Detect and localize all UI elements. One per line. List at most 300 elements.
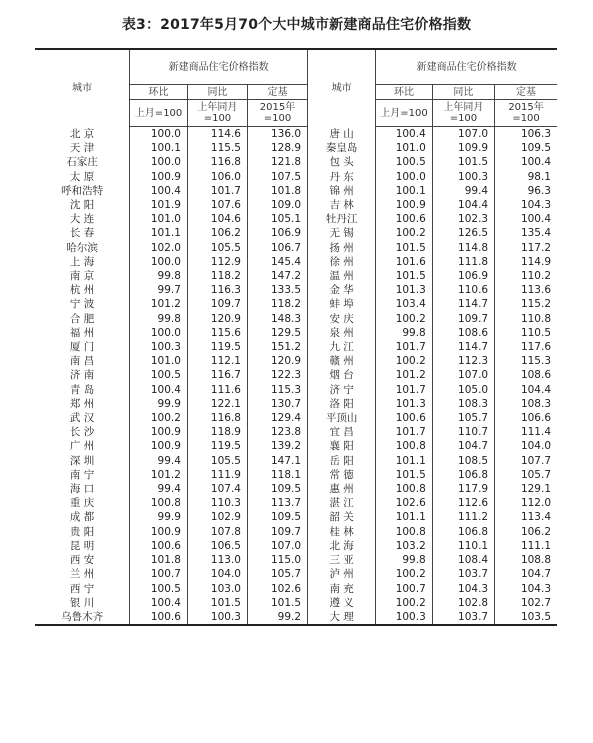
base-cell-right: 117.2 (495, 241, 557, 255)
yoy-header-left: 同比 (187, 85, 247, 100)
city-cell-left: 南 京 (69, 270, 95, 283)
yoy-cell-right: 109.7 (432, 312, 494, 326)
city-cell-right: 无 锡 (308, 226, 376, 240)
mom-cell-right: 100.7 (395, 582, 426, 595)
base-cell-right: 98.1 (495, 170, 557, 184)
base-base-right: 2015年=100 (495, 100, 557, 127)
base-cell-left: 128.9 (247, 141, 307, 155)
yoy-cell-left: 119.5 (187, 340, 247, 354)
group-header-left: 新建商品住宅价格指数 (130, 49, 308, 85)
mom-cell-left: 99.7 (130, 283, 188, 297)
mom-cell-right: 100.2 (395, 568, 426, 581)
base-cell-right: 108.3 (495, 397, 557, 411)
city-cell-right: 温 州 (308, 269, 376, 283)
yoy-header-right: 同比 (432, 85, 494, 100)
mom-cell-left: 100.5 (130, 368, 188, 382)
base-cell-right: 110.5 (495, 326, 557, 340)
table-row (35, 567, 557, 581)
base-cell-right: 114.9 (495, 255, 557, 269)
city-cell-right: 锦 州 (308, 184, 376, 198)
yoy-cell-right: 110.6 (432, 283, 494, 297)
yoy-cell-right: 104.3 (432, 582, 494, 596)
mom-cell-right: 100.8 (395, 440, 426, 453)
city-header-right: 城市 (308, 49, 376, 127)
base-cell-right: 111.1 (495, 539, 557, 553)
yoy-cell-left: 101.7 (187, 184, 247, 198)
mom-cell-right: 103.2 (395, 539, 426, 552)
base-cell-right: 110.2 (495, 269, 557, 283)
group-header-right: 新建商品住宅价格指数 (376, 49, 557, 85)
yoy-cell-left: 105.5 (187, 454, 247, 468)
table-row (35, 127, 557, 142)
yoy-cell-left: 106.0 (187, 170, 247, 184)
base-cell-right: 113.6 (495, 283, 557, 297)
table-row (35, 241, 557, 255)
yoy-cell-right: 106.8 (432, 468, 494, 482)
mom-cell-right: 100.8 (395, 525, 426, 538)
yoy-cell-left: 116.7 (187, 368, 247, 382)
mom-cell-left: 100.0 (130, 127, 188, 142)
yoy-cell-right: 104.7 (432, 439, 494, 453)
yoy-cell-right: 103.7 (432, 567, 494, 581)
base-cell-right: 100.4 (495, 212, 557, 226)
base-cell-left: 139.2 (247, 439, 307, 453)
table-row (35, 312, 557, 326)
table-row (35, 141, 557, 155)
city-cell-left: 太 原 (69, 170, 95, 183)
city-cell-left: 上 海 (69, 255, 95, 268)
mom-cell-right: 100.2 (395, 312, 426, 325)
yoy-cell-right: 108.5 (432, 454, 494, 468)
yoy-cell-left: 112.9 (187, 255, 247, 269)
base-cell-left: 109.5 (247, 510, 307, 524)
base-header-right: 定基 (495, 85, 557, 100)
base-cell-left: 122.3 (247, 368, 307, 382)
mom-cell-left: 101.2 (130, 297, 188, 311)
yoy-cell-left: 115.5 (187, 141, 247, 155)
table-row (35, 170, 557, 184)
city-cell-left: 天 津 (69, 142, 95, 155)
mom-cell-left: 100.9 (130, 425, 188, 439)
city-cell-left: 济 南 (69, 369, 95, 382)
mom-cell-left: 99.8 (130, 269, 188, 283)
city-cell-right: 烟 台 (308, 368, 376, 382)
mom-cell-right: 101.5 (395, 270, 426, 283)
city-cell-right: 丹 东 (308, 170, 376, 184)
mom-header-right: 环比 (376, 85, 433, 100)
city-cell-right: 三 亚 (308, 553, 376, 567)
yoy-cell-right: 114.8 (432, 241, 494, 255)
yoy-cell-left: 104.6 (187, 212, 247, 226)
mom-cell-left: 100.7 (130, 567, 188, 581)
yoy-cell-right: 112.3 (432, 354, 494, 368)
city-cell-left: 成 都 (69, 511, 95, 524)
base-cell-left: 121.8 (247, 155, 307, 169)
yoy-cell-right: 110.1 (432, 539, 494, 553)
yoy-cell-left: 106.2 (187, 226, 247, 240)
base-cell-left: 145.4 (247, 255, 307, 269)
yoy-cell-left: 100.3 (187, 610, 247, 625)
table-row (35, 212, 557, 226)
city-cell-left: 哈尔滨 (66, 241, 98, 254)
base-cell-right: 103.5 (495, 610, 557, 625)
yoy-cell-right: 102.8 (432, 596, 494, 610)
base-cell-right: 115.2 (495, 297, 557, 311)
city-cell-left: 福 州 (69, 326, 95, 339)
yoy-cell-left: 102.9 (187, 510, 247, 524)
city-cell-right: 徐 州 (308, 255, 376, 269)
mom-cell-right: 101.6 (395, 255, 426, 268)
mom-header-left: 环比 (130, 85, 188, 100)
yoy-cell-left: 114.6 (187, 127, 247, 142)
base-cell-left: 118.1 (247, 468, 307, 482)
mom-cell-right: 101.0 (395, 142, 426, 155)
base-cell-left: 109.0 (247, 198, 307, 212)
table-row (35, 454, 557, 468)
city-cell-left: 乌鲁木齐 (35, 610, 130, 625)
city-cell-left: 南 昌 (69, 355, 95, 368)
city-cell-right: 遵 义 (308, 596, 376, 610)
city-cell-right: 吉 林 (308, 198, 376, 212)
base-cell-right: 113.4 (495, 510, 557, 524)
city-cell-left: 郑 州 (69, 397, 95, 410)
yoy-cell-left: 103.0 (187, 582, 247, 596)
base-cell-left: 136.0 (247, 127, 307, 142)
city-cell-left: 银 川 (69, 596, 95, 609)
yoy-cell-left: 116.8 (187, 411, 247, 425)
table-row (35, 553, 557, 567)
mom-cell-right: 103.4 (395, 298, 426, 311)
table-row (35, 269, 557, 283)
yoy-cell-right: 107.0 (432, 127, 494, 142)
base-cell-right: 104.7 (495, 567, 557, 581)
mom-cell-left: 101.2 (130, 468, 188, 482)
base-cell-left: 115.0 (247, 553, 307, 567)
mom-cell-left: 100.5 (130, 582, 188, 596)
city-cell-right: 宜 昌 (308, 425, 376, 439)
base-cell-left: 106.9 (247, 226, 307, 240)
table-row (35, 539, 557, 553)
table-row (35, 226, 557, 240)
mom-cell-right: 101.5 (395, 241, 426, 254)
yoy-cell-right: 102.3 (432, 212, 494, 226)
city-cell-right: 北 海 (308, 539, 376, 553)
mom-base-right: 上月=100 (376, 100, 433, 127)
city-cell-right: 蚌 埠 (308, 297, 376, 311)
yoy-cell-left: 118.2 (187, 269, 247, 283)
city-cell-left: 海 口 (69, 483, 95, 496)
yoy-cell-left: 107.6 (187, 198, 247, 212)
mom-cell-left: 100.9 (130, 439, 188, 453)
mom-cell-right: 101.7 (395, 426, 426, 439)
table-row (35, 525, 557, 539)
mom-cell-left: 100.3 (130, 340, 188, 354)
yoy-cell-right: 108.6 (432, 326, 494, 340)
mom-cell-right: 100.2 (395, 355, 426, 368)
yoy-cell-left: 113.0 (187, 553, 247, 567)
yoy-cell-left: 110.3 (187, 496, 247, 510)
city-cell-right: 平顶山 (308, 411, 376, 425)
mom-cell-right: 100.6 (395, 412, 426, 425)
city-header-left: 城市 (35, 49, 130, 127)
city-cell-left: 西 宁 (69, 582, 95, 595)
city-cell-right: 常 德 (308, 468, 376, 482)
city-cell-right: 湛 江 (308, 496, 376, 510)
base-cell-right: 106.2 (495, 525, 557, 539)
yoy-cell-right: 126.5 (432, 226, 494, 240)
base-cell-right: 106.6 (495, 411, 557, 425)
yoy-cell-left: 107.8 (187, 525, 247, 539)
price-index-table-container (35, 48, 557, 626)
mom-cell-left: 101.1 (130, 226, 188, 240)
table-row (35, 155, 557, 169)
mom-cell-right: 99.8 (402, 326, 426, 339)
yoy-cell-left: 106.5 (187, 539, 247, 553)
table-title: 表3：2017年5月70个大中城市新建商品住宅价格指数 (121, 17, 472, 33)
yoy-cell-left: 107.4 (187, 482, 247, 496)
city-cell-left: 杭 州 (69, 284, 95, 297)
mom-cell-right: 100.0 (395, 170, 426, 183)
city-cell-left: 青 岛 (69, 383, 95, 396)
base-cell-left: 129.4 (247, 411, 307, 425)
mom-cell-left: 100.4 (130, 596, 188, 610)
base-cell-right: 117.6 (495, 340, 557, 354)
base-cell-right: 105.7 (495, 468, 557, 482)
mom-cell-right: 101.1 (395, 454, 426, 467)
city-cell-right: 岳 阳 (308, 454, 376, 468)
base-cell-right: 104.3 (495, 582, 557, 596)
mom-cell-right: 100.1 (395, 184, 426, 197)
city-cell-right: 南 充 (308, 582, 376, 596)
mom-cell-left: 100.9 (130, 525, 188, 539)
table-row (35, 354, 557, 368)
yoy-cell-right: 106.9 (432, 269, 494, 283)
yoy-cell-right: 103.7 (432, 610, 494, 625)
city-cell-right: 桂 林 (308, 525, 376, 539)
base-cell-right: 135.4 (495, 226, 557, 240)
yoy-cell-right: 110.7 (432, 425, 494, 439)
city-cell-right: 九 江 (308, 340, 376, 354)
yoy-cell-right: 108.3 (432, 397, 494, 411)
mom-cell-left: 100.0 (130, 326, 188, 340)
mom-cell-left: 101.9 (130, 198, 188, 212)
mom-cell-left: 100.6 (130, 610, 188, 625)
table-row (35, 496, 557, 510)
mom-cell-left: 101.0 (130, 212, 188, 226)
base-cell-right: 129.1 (495, 482, 557, 496)
base-cell-right: 102.7 (495, 596, 557, 610)
city-cell-right: 赣 州 (308, 354, 376, 368)
yoy-cell-left: 119.5 (187, 439, 247, 453)
base-cell-left: 99.2 (247, 610, 307, 625)
mom-cell-left: 101.8 (130, 553, 188, 567)
mom-cell-right: 100.9 (395, 199, 426, 212)
base-cell-right: 100.4 (495, 155, 557, 169)
mom-cell-right: 100.4 (395, 128, 426, 140)
table-row (35, 184, 557, 198)
base-base-left: 2015年=100 (247, 100, 307, 127)
mom-cell-right: 100.8 (395, 483, 426, 496)
base-cell-left: 130.7 (247, 397, 307, 411)
yoy-cell-right: 104.4 (432, 198, 494, 212)
city-cell-left: 西 安 (69, 554, 95, 567)
city-cell-right: 包 头 (308, 155, 376, 169)
base-cell-right: 104.4 (495, 383, 557, 397)
table-body (35, 127, 557, 626)
base-cell-right: 108.6 (495, 368, 557, 382)
base-cell-left: 120.9 (247, 354, 307, 368)
yoy-cell-left: 116.3 (187, 283, 247, 297)
city-cell-left: 长 春 (69, 227, 95, 240)
base-cell-right: 112.0 (495, 496, 557, 510)
city-cell-left: 深 圳 (69, 454, 95, 467)
base-cell-left: 109.5 (247, 482, 307, 496)
base-cell-left: 101.8 (247, 184, 307, 198)
city-cell-right: 金 华 (308, 283, 376, 297)
mom-cell-left: 100.0 (130, 155, 188, 169)
base-cell-right: 115.3 (495, 354, 557, 368)
base-cell-left: 129.5 (247, 326, 307, 340)
table-row (35, 326, 557, 340)
price-index-table (35, 48, 557, 626)
base-cell-right: 96.3 (495, 184, 557, 198)
table-row (35, 383, 557, 397)
city-cell-right: 唐 山 (308, 127, 376, 142)
city-cell-right: 济 宁 (308, 383, 376, 397)
city-cell-left: 重 庆 (69, 497, 95, 510)
city-cell-left: 沈 阳 (69, 199, 95, 212)
yoy-cell-left: 112.1 (187, 354, 247, 368)
yoy-cell-left: 116.8 (187, 155, 247, 169)
city-cell-right: 扬 州 (308, 241, 376, 255)
yoy-cell-right: 114.7 (432, 297, 494, 311)
base-cell-left: 106.7 (247, 241, 307, 255)
base-cell-left: 115.3 (247, 383, 307, 397)
yoy-cell-right: 111.2 (432, 510, 494, 524)
mom-cell-right: 101.3 (395, 397, 426, 410)
city-cell-right: 惠 州 (308, 482, 376, 496)
mom-cell-left: 99.4 (130, 454, 188, 468)
yoy-base-left: 上年同月=100 (187, 100, 247, 127)
mom-cell-left: 101.0 (130, 354, 188, 368)
base-header-left: 定基 (247, 85, 307, 100)
base-cell-left: 123.8 (247, 425, 307, 439)
mom-cell-right: 100.5 (395, 156, 426, 169)
yoy-cell-left: 120.9 (187, 312, 247, 326)
city-cell-left: 广 州 (69, 440, 95, 453)
base-cell-left: 147.1 (247, 454, 307, 468)
base-cell-left: 151.2 (247, 340, 307, 354)
yoy-cell-right: 112.6 (432, 496, 494, 510)
base-cell-right: 110.8 (495, 312, 557, 326)
mom-base-left: 上月=100 (130, 100, 188, 127)
city-cell-left: 大 连 (69, 213, 95, 226)
base-cell-left: 105.7 (247, 567, 307, 581)
table-row (35, 610, 557, 625)
yoy-cell-left: 115.6 (187, 326, 247, 340)
table-row (35, 439, 557, 453)
city-cell-left: 南 宁 (69, 468, 95, 481)
yoy-cell-right: 106.8 (432, 525, 494, 539)
table-row (35, 425, 557, 439)
yoy-base-right: 上年同月=100 (432, 100, 494, 127)
city-cell-left: 昆 明 (69, 539, 95, 552)
mom-cell-right: 100.2 (395, 596, 426, 609)
city-cell-left: 石家庄 (66, 156, 98, 169)
yoy-cell-left: 104.0 (187, 567, 247, 581)
yoy-cell-left: 118.9 (187, 425, 247, 439)
yoy-cell-left: 101.5 (187, 596, 247, 610)
city-cell-right: 泉 州 (308, 326, 376, 340)
yoy-cell-right: 99.4 (432, 184, 494, 198)
table-row (35, 596, 557, 610)
base-cell-left: 113.7 (247, 496, 307, 510)
table-row (35, 198, 557, 212)
city-cell-left: 合 肥 (69, 312, 95, 325)
yoy-cell-right: 105.0 (432, 383, 494, 397)
city-cell-right: 襄 阳 (308, 439, 376, 453)
mom-cell-right: 101.7 (395, 383, 426, 396)
yoy-cell-left: 122.1 (187, 397, 247, 411)
base-cell-right: 111.4 (495, 425, 557, 439)
yoy-cell-right: 117.9 (432, 482, 494, 496)
city-cell-right: 大 理 (308, 610, 376, 625)
city-cell-right: 秦皇岛 (308, 141, 376, 155)
base-cell-right: 104.0 (495, 439, 557, 453)
base-cell-left: 109.7 (247, 525, 307, 539)
mom-cell-left: 100.6 (130, 539, 188, 553)
base-cell-left: 105.1 (247, 212, 307, 226)
yoy-cell-right: 101.5 (432, 155, 494, 169)
mom-cell-left: 100.1 (130, 141, 188, 155)
mom-cell-left: 99.9 (130, 397, 188, 411)
yoy-cell-right: 114.7 (432, 340, 494, 354)
base-cell-right: 107.7 (495, 454, 557, 468)
base-cell-left: 101.5 (247, 596, 307, 610)
base-cell-left: 118.2 (247, 297, 307, 311)
base-cell-left: 102.6 (247, 582, 307, 596)
mom-cell-left: 100.2 (130, 411, 188, 425)
mom-cell-left: 100.4 (130, 184, 188, 198)
base-cell-right: 106.3 (495, 127, 557, 142)
mom-cell-right: 100.6 (395, 213, 426, 226)
mom-cell-left: 100.9 (130, 170, 188, 184)
city-cell-left: 北 京 (69, 127, 95, 140)
table-row (35, 283, 557, 297)
yoy-cell-right: 108.4 (432, 553, 494, 567)
mom-cell-right: 100.3 (376, 610, 433, 625)
city-cell-left: 长 沙 (69, 426, 95, 439)
mom-cell-right: 99.8 (402, 554, 426, 567)
city-cell-right: 安 庆 (308, 312, 376, 326)
table-row (35, 255, 557, 269)
table-row (35, 468, 557, 482)
mom-cell-right: 101.7 (395, 341, 426, 354)
table-row (35, 411, 557, 425)
mom-cell-left: 99.9 (130, 510, 188, 524)
base-cell-right: 104.3 (495, 198, 557, 212)
mom-cell-right: 101.5 (395, 468, 426, 481)
table-row (35, 510, 557, 524)
table-row (35, 582, 557, 596)
table-row (35, 482, 557, 496)
yoy-cell-right: 111.8 (432, 255, 494, 269)
mom-cell-right: 100.2 (395, 227, 426, 240)
city-cell-right: 泸 州 (308, 567, 376, 581)
table-row (35, 297, 557, 311)
base-cell-left: 148.3 (247, 312, 307, 326)
table-row (35, 397, 557, 411)
